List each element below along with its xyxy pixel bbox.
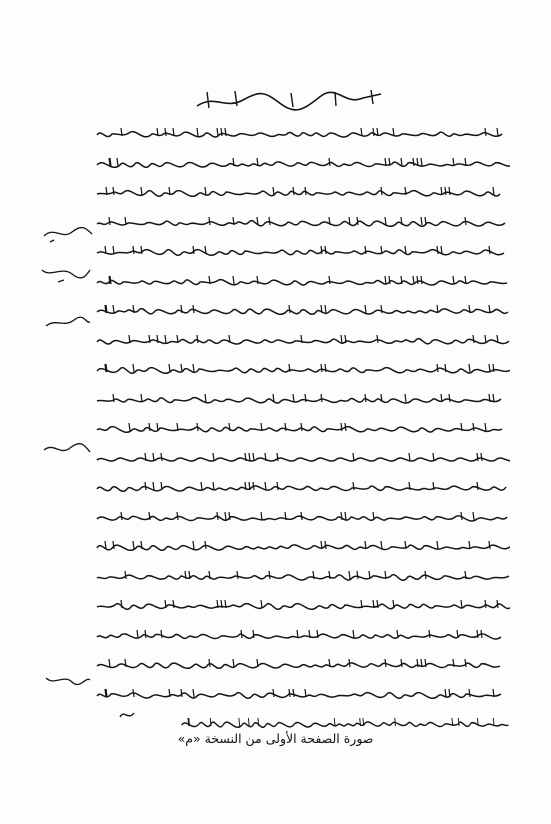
manuscript-line — [95, 127, 510, 141]
manuscript-line — [95, 216, 510, 230]
manuscript-line — [95, 393, 510, 407]
margin-note — [40, 312, 95, 334]
manuscript-line — [95, 186, 510, 200]
manuscript-line — [95, 511, 510, 525]
manuscript-line — [95, 570, 510, 584]
manuscript-line — [95, 422, 510, 436]
manuscript-line — [95, 629, 510, 643]
manuscript-line — [95, 334, 510, 348]
manuscript-line — [180, 717, 510, 731]
margin-note — [40, 222, 95, 244]
margin-note — [40, 438, 95, 460]
manuscript-line — [95, 304, 510, 318]
margin-note — [38, 262, 93, 284]
manuscript-line — [95, 658, 510, 672]
manuscript-line — [95, 157, 510, 171]
manuscript-line — [95, 245, 510, 259]
catchword-mark — [118, 707, 136, 723]
manuscript-line — [95, 540, 510, 554]
page-caption: صورة الصفحة الأولى من النسخة «م» — [177, 731, 374, 746]
manuscript-line — [95, 481, 510, 495]
manuscript-line — [95, 599, 510, 613]
manuscript-line — [95, 275, 510, 289]
manuscript-line — [95, 688, 510, 702]
manuscript-line — [95, 452, 510, 466]
manuscript-line — [95, 363, 510, 377]
margin-note — [40, 668, 95, 690]
manuscript-body — [95, 82, 510, 752]
